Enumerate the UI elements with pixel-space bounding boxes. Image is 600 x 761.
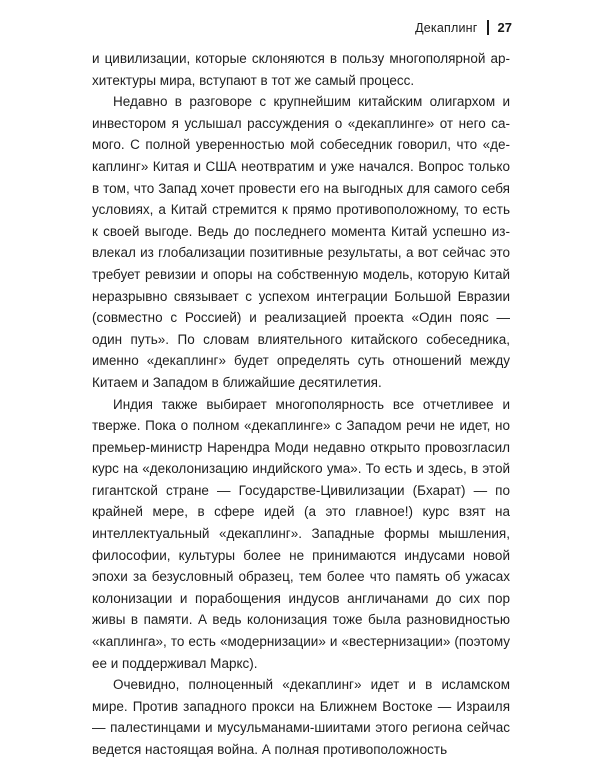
chapter-title: Декаплинг <box>415 20 478 35</box>
paragraph-continuation: и цивилизации, которые склоняются в пользу многополярной архитектуры мира, вступают в тот же самый процесс. <box>92 51 510 88</box>
running-header <box>415 20 512 35</box>
body-text <box>92 48 510 761</box>
paragraph-india: Индия также выбирает многополярность все отчетливее и тверже. Пока о полном «декаплинге» с Западом речи не идет, но премьер-министр Нарендра Моди недавно открыто провозгласил курс на «деколонизацию индийского ума». То есть и здесь, в этой гигантской стране — Государстве-Цивилизации (Бхарат) — по крайней мере, в сфере идей (а это главное!) курс взят на интеллектуальный «декаплинг». Западные формы мышления, философии, культуры более не принимаются индусами новой эпохи за безусловный образец, тем более что память об ужасах колонизации и порабощения индусов англичанами до сих пор живы в памяти. А ведь колонизация тоже была разновидностью «каплинга», то есть «модернизации» и «вестернизации» (поэтому ее и поддерживал Маркс). <box>92 396 510 671</box>
header-divider <box>487 20 489 35</box>
paragraph-china: Недавно в разговоре с крупнейшим китайским олигархом и инвестором я услышал рассуждения о «декаплинге» от него самого. С полной уверенностью мой собеседник говорил, что «декаплинг» Китая и США неотвратим и уже начался. Вопрос только в том, что Запад хочет провести его на выгодных для самого себя условиях, а Китай стремится к прямо противоположному, то есть к своей выгоде. Ведь до последнего момента Китай успешно извлекал из глобализации позитивные результаты, а вот сейчас это требует ревизии и опоры на собственную модель, которую Китай неразрывно связывает с успехом интеграции Большой Евразии (совместно с Россией) и реализацией проекта «Один пояс — один путь». По словам влиятельного китайского собеседника, именно «декаплинг» будет определять суть отношений между Китаем и Западом в ближайшие десятилетия. <box>92 94 510 390</box>
paragraph-islamic-world: Очевидно, полноценный «декаплинг» идет и в исламском мире. Против западного прокси на Ближнем Востоке — Израиля — палестинцами и мусульманами-шиитами этого региона сейчас ведется настоящая война. А полная противоположность <box>92 677 510 757</box>
page-number: 27 <box>497 20 512 35</box>
